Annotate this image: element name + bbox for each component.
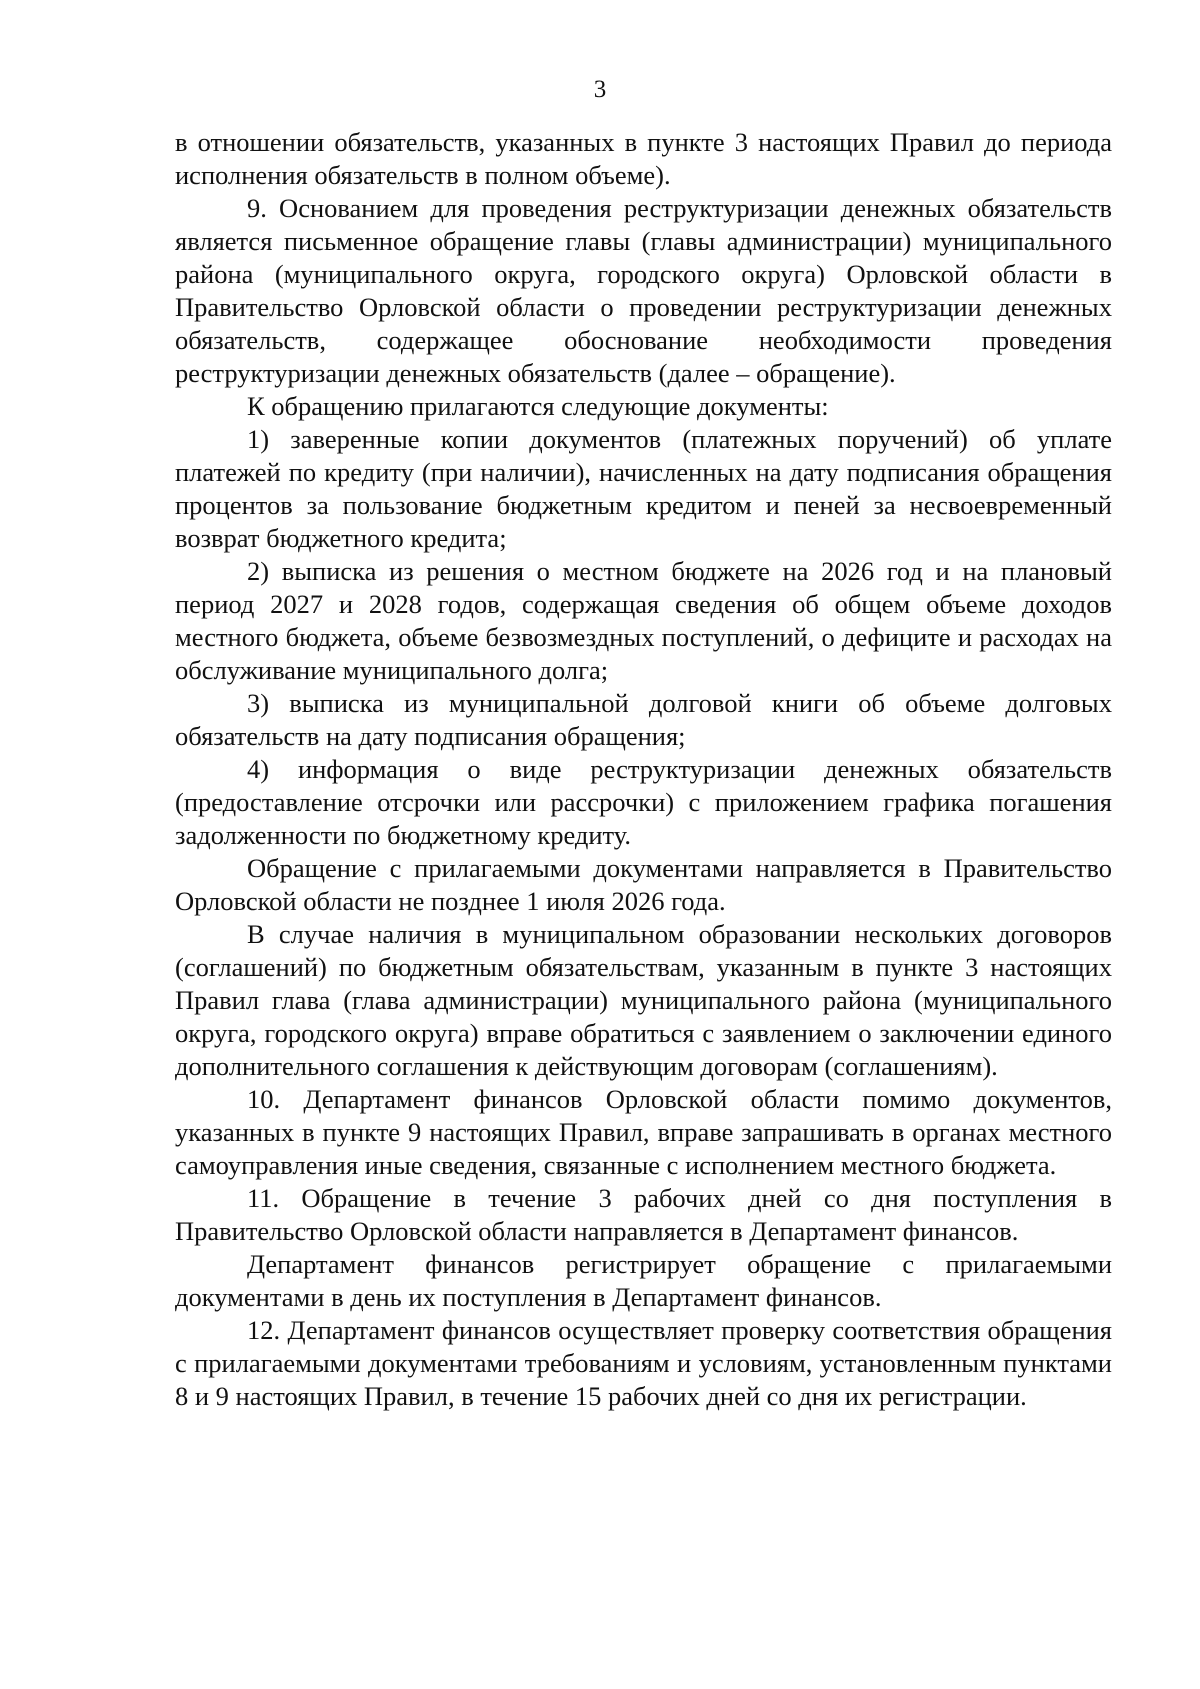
paragraph-item-9: 9. Основанием для проведения реструктуризации денежных обязательств является письменное обращение главы (главы администрации) муниципального района (муниципального округа, городского округа) Орловской области в Правительство Орловской области о проведении реструктуризации денежных обязательств, содержащее обоснование необходимости проведения реструктуризации денежных обязательств (далее – обращение). (175, 193, 1112, 388)
page-number: 3 (593, 76, 607, 103)
paragraph-documents-intro: К обращению прилагаются следующие документы: (247, 391, 829, 421)
paragraph-multiple-agreements: В случае наличия в муниципальном образовании нескольких договоров (соглашений) по бюджетным обязательствам, указанным в пункте 3 настоящих Правил глава (глава администрации) муниципального района (муниципального округа, городского округа) вправе обратиться с заявлением о заключении единого дополнительного соглашения к действующим договорам (соглашениям). (175, 919, 1112, 1081)
paragraph-doc-1: 1) заверенные копии документов (платежных поручений) об уплате платежей по кредиту (при наличии), начисленных на дату подписания обращения процентов за пользование бюджетным кредитом и пеней за несвоевременный возврат бюджетного кредита; (175, 424, 1112, 553)
paragraph-doc-3: 3) выписка из муниципальной долговой книги об объеме долговых обязательств на дату подписания обращения; (175, 688, 1112, 751)
paragraph-registration: Департамент финансов регистрирует обращение с прилагаемыми документами в день их поступления в Департамент финансов. (175, 1249, 1112, 1312)
paragraph-item-12: 12. Департамент финансов осуществляет проверку соответствия обращения с прилагаемыми документами требованиям и условиям, установленным пунктами 8 и 9 настоящих Правил, в течение 15 рабочих дней со дня их регистрации. (175, 1315, 1112, 1411)
paragraph-item-10: 10. Департамент финансов Орловской области помимо документов, указанных в пункте 9 настоящих Правил, вправе запрашивать в органах местного самоуправления иные сведения, связанные с исполнением местного бюджета. (175, 1084, 1112, 1180)
paragraph-doc-4: 4) информация о виде реструктуризации денежных обязательств (предоставление отсрочки или рассрочки) с приложением графика погашения задолженности по бюджетному кредиту. (175, 754, 1112, 850)
paragraph-continuation: в отношении обязательств, указанных в пункте 3 настоящих Правил до периода исполнения обязательств в полном объеме). (175, 127, 1112, 190)
paragraph-submission-deadline: Обращение с прилагаемыми документами направляется в Правительство Орловской области не позднее 1 июля 2026 года. (175, 853, 1112, 916)
document-body (175, 126, 1112, 1413)
paragraph-item-11: 11. Обращение в течение 3 рабочих дней со дня поступления в Правительство Орловской области направляется в Департамент финансов. (175, 1183, 1112, 1246)
paragraph-doc-2: 2) выписка из решения о местном бюджете на 2026 год и на плановый период 2027 и 2028 годов, содержащая сведения об общем объеме доходов местного бюджета, объеме безвозмездных поступлений, о дефиците и расходах на обслуживание муниципального долга; (175, 556, 1112, 685)
